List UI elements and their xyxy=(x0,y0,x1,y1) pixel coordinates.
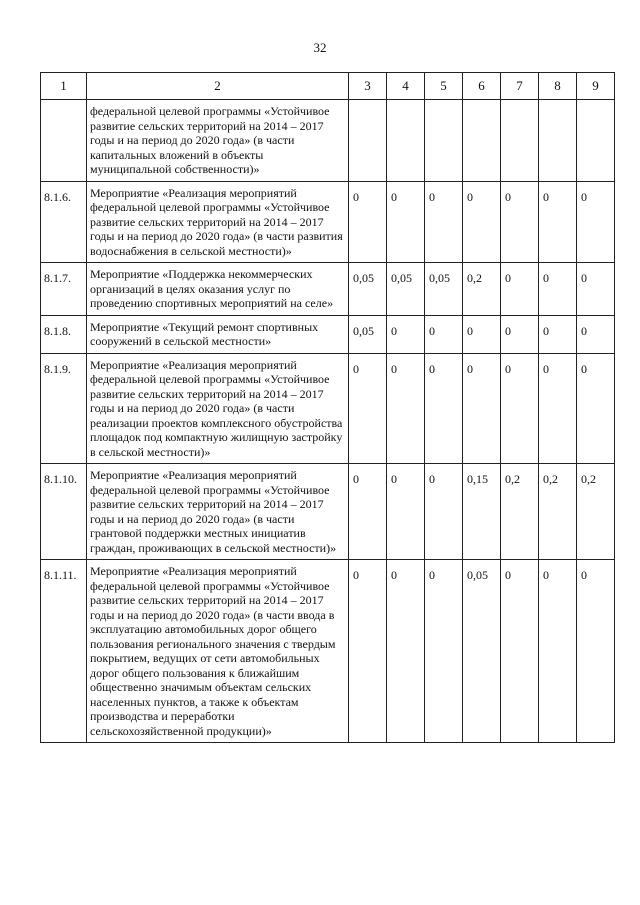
value-cell: 0 xyxy=(463,181,501,263)
row-description: Мероприятие «Реализация мероприятий федеральной целевой программы «Устойчивое развитие сельских территорий на 2014 – 2017 годы и на период до 2020 года» (в части ввода в эксплуатацию автомобильных дорог общего пользования регионального значения с твердым покрытием, ведущих от сети автомобильных дорог общего пользования к ближайшим общественно значимым объектам сельских населенных пунктов, а также к объектам производства и переработки сельскохозяйственной продукции)» xyxy=(87,560,349,743)
value-cell: 0,05 xyxy=(425,263,463,316)
page-number: 32 xyxy=(313,40,327,55)
value-cell: 0 xyxy=(387,181,425,263)
value-cell: 0 xyxy=(463,353,501,464)
value-cell: 0,05 xyxy=(463,560,501,743)
value-cell: 0 xyxy=(349,464,387,560)
header-cell: 1 xyxy=(41,73,87,100)
value-cell: 0 xyxy=(539,263,577,316)
value-cell: 0 xyxy=(577,315,615,353)
row-description: Мероприятие «Реализация мероприятий федеральной целевой программы «Устойчивое развитие сельских территорий на 2014 – 2017 годы и на период до 2020 года» (в части реализации проектов комплексного обустройства площадок под компактную жилищную застройку в сельской местности)» xyxy=(87,353,349,464)
value-cell xyxy=(501,100,539,182)
row-description: Мероприятие «Текущий ремонт спортивных сооружений в сельской местности» xyxy=(87,315,349,353)
row-description: Мероприятие «Поддержка некоммерческих организаций в целях оказания услуг по проведению спортивных мероприятий на селе» xyxy=(87,263,349,316)
row-description: Мероприятие «Реализация мероприятий федеральной целевой программы «Устойчивое развитие сельских территорий на 2014 – 2017 годы и на период до 2020 года» (в части грантовой поддержки местных инициатив граждан, проживающих в сельской местности)» xyxy=(87,464,349,560)
row-number: 8.1.7. xyxy=(41,263,87,316)
value-cell: 0 xyxy=(577,181,615,263)
value-cell: 0 xyxy=(387,315,425,353)
header-cell: 9 xyxy=(577,73,615,100)
value-cell: 0 xyxy=(463,315,501,353)
value-cell: 0 xyxy=(501,353,539,464)
row-description: федеральной целевой программы «Устойчивое развитие сельских территорий на 2014 – 2017 годы и на период до 2020 года» (в части капитальных вложений в объекты муниципальной собственности)» xyxy=(87,100,349,182)
value-cell: 0,2 xyxy=(577,464,615,560)
row-number: 8.1.10. xyxy=(41,464,87,560)
header-cell: 6 xyxy=(463,73,501,100)
table-row xyxy=(41,353,615,464)
value-cell xyxy=(463,100,501,182)
header-row xyxy=(41,73,615,100)
header-cell: 5 xyxy=(425,73,463,100)
value-cell: 0 xyxy=(425,464,463,560)
value-cell: 0 xyxy=(577,353,615,464)
header-cell: 8 xyxy=(539,73,577,100)
value-cell: 0 xyxy=(387,560,425,743)
value-cell: 0,05 xyxy=(349,263,387,316)
value-cell: 0 xyxy=(425,181,463,263)
value-cell: 0 xyxy=(387,464,425,560)
value-cell: 0,05 xyxy=(387,263,425,316)
header-cell: 7 xyxy=(501,73,539,100)
header-cell: 3 xyxy=(349,73,387,100)
value-cell xyxy=(349,100,387,182)
table-row xyxy=(41,100,615,182)
value-cell: 0 xyxy=(539,560,577,743)
table-row xyxy=(41,464,615,560)
row-number: 8.1.8. xyxy=(41,315,87,353)
value-cell: 0,2 xyxy=(539,464,577,560)
value-cell: 0 xyxy=(577,560,615,743)
value-cell: 0 xyxy=(349,353,387,464)
table-row xyxy=(41,181,615,263)
value-cell: 0 xyxy=(425,353,463,464)
value-cell: 0,2 xyxy=(463,263,501,316)
value-cell xyxy=(577,100,615,182)
value-cell xyxy=(425,100,463,182)
value-cell: 0 xyxy=(501,560,539,743)
row-number: 8.1.11. xyxy=(41,560,87,743)
header-cell: 4 xyxy=(387,73,425,100)
value-cell: 0 xyxy=(539,315,577,353)
indicators-table xyxy=(40,72,615,743)
row-description: Мероприятие «Реализация мероприятий федеральной целевой программы «Устойчивое развитие сельских территорий на 2014 – 2017 годы и на период до 2020 года» (в части развития водоснабжения в сельской местности)» xyxy=(87,181,349,263)
value-cell: 0 xyxy=(501,181,539,263)
value-cell: 0 xyxy=(501,315,539,353)
table-row xyxy=(41,315,615,353)
value-cell: 0 xyxy=(425,560,463,743)
header-cell: 2 xyxy=(87,73,349,100)
table-row xyxy=(41,560,615,743)
value-cell: 0 xyxy=(349,181,387,263)
value-cell: 0 xyxy=(425,315,463,353)
value-cell xyxy=(387,100,425,182)
value-cell: 0 xyxy=(387,353,425,464)
row-number: 8.1.6. xyxy=(41,181,87,263)
value-cell: 0 xyxy=(539,181,577,263)
table-row xyxy=(41,263,615,316)
value-cell: 0 xyxy=(501,263,539,316)
value-cell: 0,15 xyxy=(463,464,501,560)
row-number: 8.1.9. xyxy=(41,353,87,464)
value-cell: 0,05 xyxy=(349,315,387,353)
value-cell: 0,2 xyxy=(501,464,539,560)
row-number xyxy=(41,100,87,182)
value-cell: 0 xyxy=(539,353,577,464)
value-cell: 0 xyxy=(349,560,387,743)
value-cell xyxy=(539,100,577,182)
value-cell: 0 xyxy=(577,263,615,316)
